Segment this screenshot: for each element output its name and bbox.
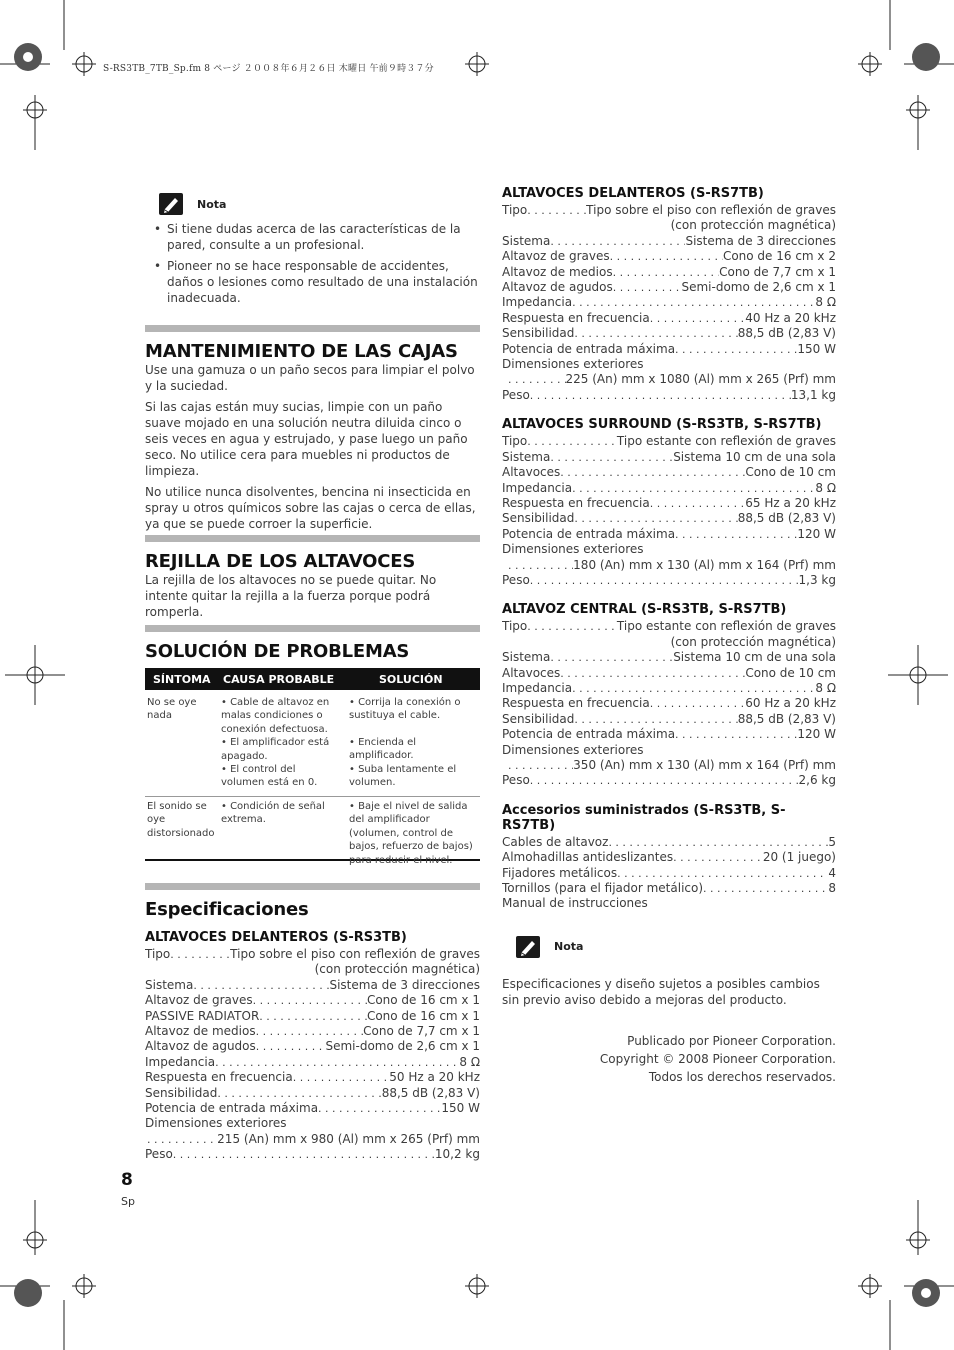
spec-value: Sistema de 3 direcciones: [685, 233, 836, 248]
spec-value: 150 W: [441, 1101, 480, 1116]
spec-row: [502, 249, 836, 264]
spec-value: Sistema de 3 direcciones: [329, 977, 480, 992]
spec-value: 8: [828, 881, 836, 896]
spec-label: Impedancia: [502, 680, 573, 695]
troubleshooting-section: [145, 625, 480, 866]
spec-label: Sistema: [145, 977, 194, 992]
spec-row: [502, 496, 836, 511]
pencil-note-icon: [516, 936, 540, 958]
spec-value: 8 Ω: [459, 1054, 480, 1069]
spec-row: [502, 295, 836, 310]
spec-value: Cono de 16 cm x 2: [722, 249, 836, 264]
spec-label: Sensibilidad: [502, 711, 575, 726]
cause-cell: [221, 800, 341, 859]
spec-row: [145, 1009, 480, 1024]
spec-value: 150 W: [797, 341, 836, 356]
spec-label: Tipo: [502, 434, 528, 449]
spec-value-cont: (con protección magnética): [670, 218, 836, 233]
spec-value: 13,1 kg: [790, 387, 836, 402]
spec-label: Respuesta en frecuencia: [502, 495, 650, 510]
table-row: [145, 797, 480, 866]
spec-value: Semi-domo de 2,6 cm x 1: [681, 280, 836, 295]
spec-label: Potencia de entrada máxima: [502, 341, 676, 356]
section-bar: [145, 535, 480, 542]
file-header: S-RS3TB_7TB_Sp.fm 8 ページ ２００８年６月２６日 木曜日 午前９時３７分: [103, 64, 434, 74]
maintenance-section: [145, 325, 480, 532]
spec-value: Cono de 16 cm x 1: [366, 993, 480, 1008]
spec-label: Sistema: [502, 233, 551, 248]
cause-item: • El control del volumen está en 0.: [221, 764, 318, 789]
column-header: CAUSA PROBABLE: [223, 672, 335, 686]
spec-value: 215 (An) mm x 980 (Al) mm x 265 (Prf) mm: [217, 1131, 480, 1146]
spec-list: [145, 947, 480, 1163]
spec-row: [502, 712, 836, 727]
spec-label: Tipo: [502, 619, 528, 634]
spec-label: Impedancia: [502, 295, 573, 310]
note-bottom: [502, 936, 836, 1008]
spec-value: 180 (An) mm x 130 (Al) mm x 164 (Prf) mm: [573, 557, 836, 572]
spec-row: [502, 773, 836, 788]
spec-label: Dimensiones exteriores: [502, 742, 644, 757]
spec-row: [502, 511, 836, 526]
page-number: 8: [121, 1170, 133, 1190]
spec-label: Peso: [502, 572, 530, 587]
symptom-cell: No se oye nada: [147, 697, 197, 722]
cause-item: • El amplificador está apagado.: [221, 737, 330, 762]
paragraph: No utilice nunca disolventes, bencina ni insecticida en spray u otros químicos sobre las cajas o cerca de ellas, ya que se puede corroer la superficie.: [145, 485, 476, 531]
spec-value: Tipo estante con reflexión de graves: [616, 434, 836, 449]
spec-value: 88,5 dB (2,83 V): [381, 1085, 480, 1100]
spec-label: Sensibilidad: [502, 326, 575, 341]
paragraph: Si las cajas están muy sucias, limpie con un paño suave mojado en una solución neutra diluida cinco o seis veces en agua y estrujado, y pase luego un paño seco. No utilice cera para muebles ni productos de limpieza.: [145, 400, 468, 478]
spec-value: 2,6 kg: [798, 773, 836, 788]
spec-row: [502, 527, 836, 542]
spec-label: Peso: [502, 773, 530, 788]
paragraph: Use una gamuza o un paño secos para limpiar el polvo y la suciedad.: [145, 363, 475, 393]
spec-list: [502, 203, 836, 403]
spec-value: Tipo sobre el piso con reflexión de graves: [586, 203, 836, 217]
spec-label: Almohadillas antideslizantes: [502, 850, 674, 865]
spec-row: [502, 450, 836, 465]
spec-row: [145, 1039, 480, 1054]
spec-subtitle: ALTAVOZ CENTRAL (S-RS3TB, S-RS7TB): [502, 602, 787, 618]
spec-row: [145, 1086, 480, 1101]
spec-value: 350 (An) mm x 130 (Al) mm x 164 (Prf) mm: [573, 758, 836, 772]
publisher-line: Publicado por Pioneer Corporation.: [627, 1033, 836, 1048]
section-bar: [145, 325, 480, 332]
solution-item: • Suba lentamente el volumen.: [349, 764, 457, 789]
spec-value: Cono de 7,7 cm x 1: [719, 264, 836, 279]
section-title: REJILLA DE LOS ALTAVOCES: [145, 551, 416, 572]
spec-label: Altavoz de medios: [145, 1024, 256, 1039]
spec-row: [502, 372, 836, 387]
spec-value: 10,2 kg: [434, 1147, 480, 1162]
spec-row: [502, 203, 836, 218]
spec-value: 88,5 dB (2,83 V): [737, 711, 836, 726]
spec-subtitle: Accesorios suministrados (S-RS3TB, S-RS7TB): [502, 802, 786, 833]
spec-value: Tipo estante con reflexión de graves: [616, 619, 836, 634]
spec-label: Potencia de entrada máxima: [145, 1101, 319, 1116]
spec-label: Altavoz de graves: [502, 249, 610, 264]
spec-label: Dimensiones exteriores: [502, 357, 644, 372]
spec-label: Tipo: [145, 947, 171, 961]
note-top: [145, 193, 480, 306]
specs-section: [145, 883, 480, 1163]
spec-label: Tornillos (para el fijador metálico): [502, 881, 704, 896]
spec-row: [502, 727, 836, 742]
spec-subtitle: ALTAVOCES SURROUND (S-RS3TB, S-RS7TB): [502, 417, 822, 433]
section-bar: [145, 883, 480, 890]
spec-value: 65 Hz a 20 kHz: [745, 495, 836, 510]
solution-item: • Encienda el amplificador.: [349, 737, 417, 762]
spec-row: [502, 434, 836, 449]
spec-label: Respuesta en frecuencia: [145, 1070, 293, 1085]
spec-label: Sistema: [502, 449, 551, 464]
spec-row: [145, 947, 480, 962]
spec-label: Sensibilidad: [145, 1085, 218, 1100]
spec-row: [502, 326, 836, 341]
spec-value: Cono de 7,7 cm x 1: [363, 1024, 480, 1039]
spec-label: Altavoz de medios: [502, 264, 613, 279]
spec-value: 5: [828, 834, 836, 849]
spec-value: 225 (An) mm x 1080 (Al) mm x 265 (Prf) mm: [565, 372, 836, 387]
spec-value: 50 Hz a 20 kHz: [389, 1070, 480, 1085]
spec-value: 120 W: [797, 727, 836, 742]
publisher-line: Todos los derechos reservados.: [648, 1069, 836, 1084]
spec-value: 60 Hz a 20 kHz: [745, 696, 836, 711]
spec-value-cont: (con protección magnética): [314, 962, 480, 977]
spec-label: PASSIVE RADIATOR: [145, 1008, 260, 1023]
column-header: SOLUCIÓN: [379, 672, 443, 686]
spec-value: Sistema 10 cm de una sola: [673, 449, 836, 464]
spec-row: [502, 866, 836, 881]
section-title: SOLUCIÓN DE PROBLEMAS: [145, 641, 410, 662]
spec-row: [502, 558, 836, 573]
spec-label: Dimensiones exteriores: [502, 542, 644, 557]
spec-row: [502, 758, 836, 773]
spec-row: [502, 311, 836, 326]
note-label: Nota: [554, 940, 584, 954]
spec-row: [145, 1101, 480, 1116]
spec-row: [145, 1055, 480, 1070]
spec-value: Sistema 10 cm de una sola: [673, 650, 836, 665]
solution-cell: [341, 696, 480, 796]
spec-row: [502, 696, 836, 711]
note-text: Especificaciones y diseño sujetos a posibles cambios sin previo aviso debido a mejoras del producto.: [502, 976, 820, 1007]
section-bar: [145, 625, 480, 632]
spec-label: Manual de instrucciones: [502, 896, 648, 911]
cause-item: • Cable de altavoz en malas condiciones o conexión defectuosa.: [221, 697, 330, 735]
spec-row: [145, 1070, 480, 1085]
spec-row: [502, 681, 836, 696]
spec-row: [502, 481, 836, 496]
spec-label: Impedancia: [145, 1054, 216, 1069]
spec-row: [145, 993, 480, 1008]
spec-row: [502, 265, 836, 280]
spec-row: [502, 234, 836, 249]
spec-value: 20 (1 juego): [762, 850, 836, 865]
section-title: Especificaciones: [145, 899, 309, 920]
spec-row: [502, 388, 836, 403]
spec-label: Tipo: [502, 203, 528, 217]
spec-row: [145, 1024, 480, 1039]
spec-value: Cono de 10 cm: [745, 465, 836, 480]
spec-row: [502, 850, 836, 865]
spec-label: Respuesta en frecuencia: [502, 696, 650, 711]
spec-value: 120 W: [797, 526, 836, 541]
spec-subtitle: ALTAVOCES DELANTEROS (S-RS3TB): [145, 930, 407, 945]
spec-row: [502, 881, 836, 896]
page-lang: Sp: [121, 1195, 135, 1208]
spec-label: Peso: [145, 1147, 173, 1162]
spec-value: 1,3 kg: [798, 572, 836, 587]
symptom-cell: El sonido se oye distorsionado: [147, 801, 215, 839]
spec-value: 88,5 dB (2,83 V): [737, 326, 836, 341]
spec-row: [502, 280, 836, 295]
spec-row: [502, 619, 836, 634]
spec-label: Potencia de entrada máxima: [502, 727, 676, 742]
column-header: SÍNTOMA: [153, 672, 211, 686]
spec-label: Fijadores metálicos: [502, 865, 618, 880]
spec-value: 40 Hz a 20 kHz: [745, 310, 836, 325]
grille-section: [145, 535, 480, 620]
table-row: [145, 690, 480, 797]
spec-row: [502, 666, 836, 681]
cause-cell: [221, 696, 341, 796]
solution-cell: [341, 800, 480, 866]
table-header: [145, 668, 480, 690]
spec-list: [502, 835, 836, 912]
spec-label: Altavoces: [502, 465, 561, 480]
spec-value: 8 Ω: [815, 480, 836, 495]
cause-item: • Condición de señal extrema.: [221, 801, 325, 826]
spec-subtitle: ALTAVOCES DELANTEROS (S-RS7TB): [502, 186, 764, 201]
spec-row: [502, 573, 836, 588]
note-label: Nota: [197, 197, 227, 211]
spec-label: Dimensiones exteriores: [145, 1116, 287, 1131]
spec-value: 8 Ω: [815, 295, 836, 310]
spec-row: [502, 342, 836, 357]
paragraph: La rejilla de los altavoces no se puede quitar. No intente quitar la rejilla a la fuerza porque podrá romperla.: [145, 573, 437, 619]
spec-label: Cables de altavoz: [502, 834, 609, 849]
spec-value: Semi-domo de 2,6 cm x 1: [325, 1039, 480, 1054]
spec-label: Peso: [502, 387, 530, 402]
note-bullet: • Si tiene dudas acerca de las características de la pared, consulte a un profesional.: [145, 221, 480, 253]
spec-label: Potencia de entrada máxima: [502, 526, 676, 541]
solution-item: • Baje el nivel de salida del amplificador (volumen, control de bajos, refuerzo de bajos) para reducir el nivel.: [349, 801, 473, 866]
spec-label: Altavoces: [502, 665, 561, 680]
spec-value: Cono de 10 cm: [745, 665, 836, 680]
spec-label: Respuesta en frecuencia: [502, 310, 650, 325]
solution-item: • Corrija la conexión o sustituya el cable.: [349, 697, 461, 722]
specs-right-column: [502, 186, 836, 1086]
spec-value: Cono de 16 cm x 1: [366, 1008, 480, 1023]
spec-label: Impedancia: [502, 480, 573, 495]
spec-list: [502, 434, 836, 588]
spec-label: Altavoz de graves: [145, 993, 253, 1008]
spec-label: Sistema: [502, 650, 551, 665]
spec-row: [145, 1132, 480, 1147]
spec-label: Altavoz de agudos: [145, 1039, 256, 1054]
spec-label: Altavoz de agudos: [502, 280, 613, 295]
spec-value: 4: [828, 865, 836, 880]
spec-row: [502, 650, 836, 665]
spec-label: Sensibilidad: [502, 511, 575, 526]
spec-row: [145, 978, 480, 993]
spec-value: 88,5 dB (2,83 V): [737, 511, 836, 526]
spec-value: Tipo sobre el piso con reflexión de graves: [230, 947, 480, 961]
spec-row: [502, 835, 836, 850]
note-bullet: • Pioneer no se hace responsable de accidentes, daños o lesiones como resultado de una instalación inadecuada.: [145, 258, 480, 306]
spec-list: [502, 619, 836, 788]
section-title: MANTENIMIENTO DE LAS CAJAS: [145, 341, 458, 362]
spec-value-cont: (con protección magnética): [670, 634, 836, 649]
spec-value: 8 Ω: [815, 680, 836, 695]
publisher-block: [502, 1032, 836, 1086]
spec-row: [502, 465, 836, 480]
pencil-note-icon: [159, 193, 183, 215]
spec-row: [145, 1147, 480, 1162]
publisher-line: Copyright © 2008 Pioneer Corporation.: [599, 1051, 836, 1066]
